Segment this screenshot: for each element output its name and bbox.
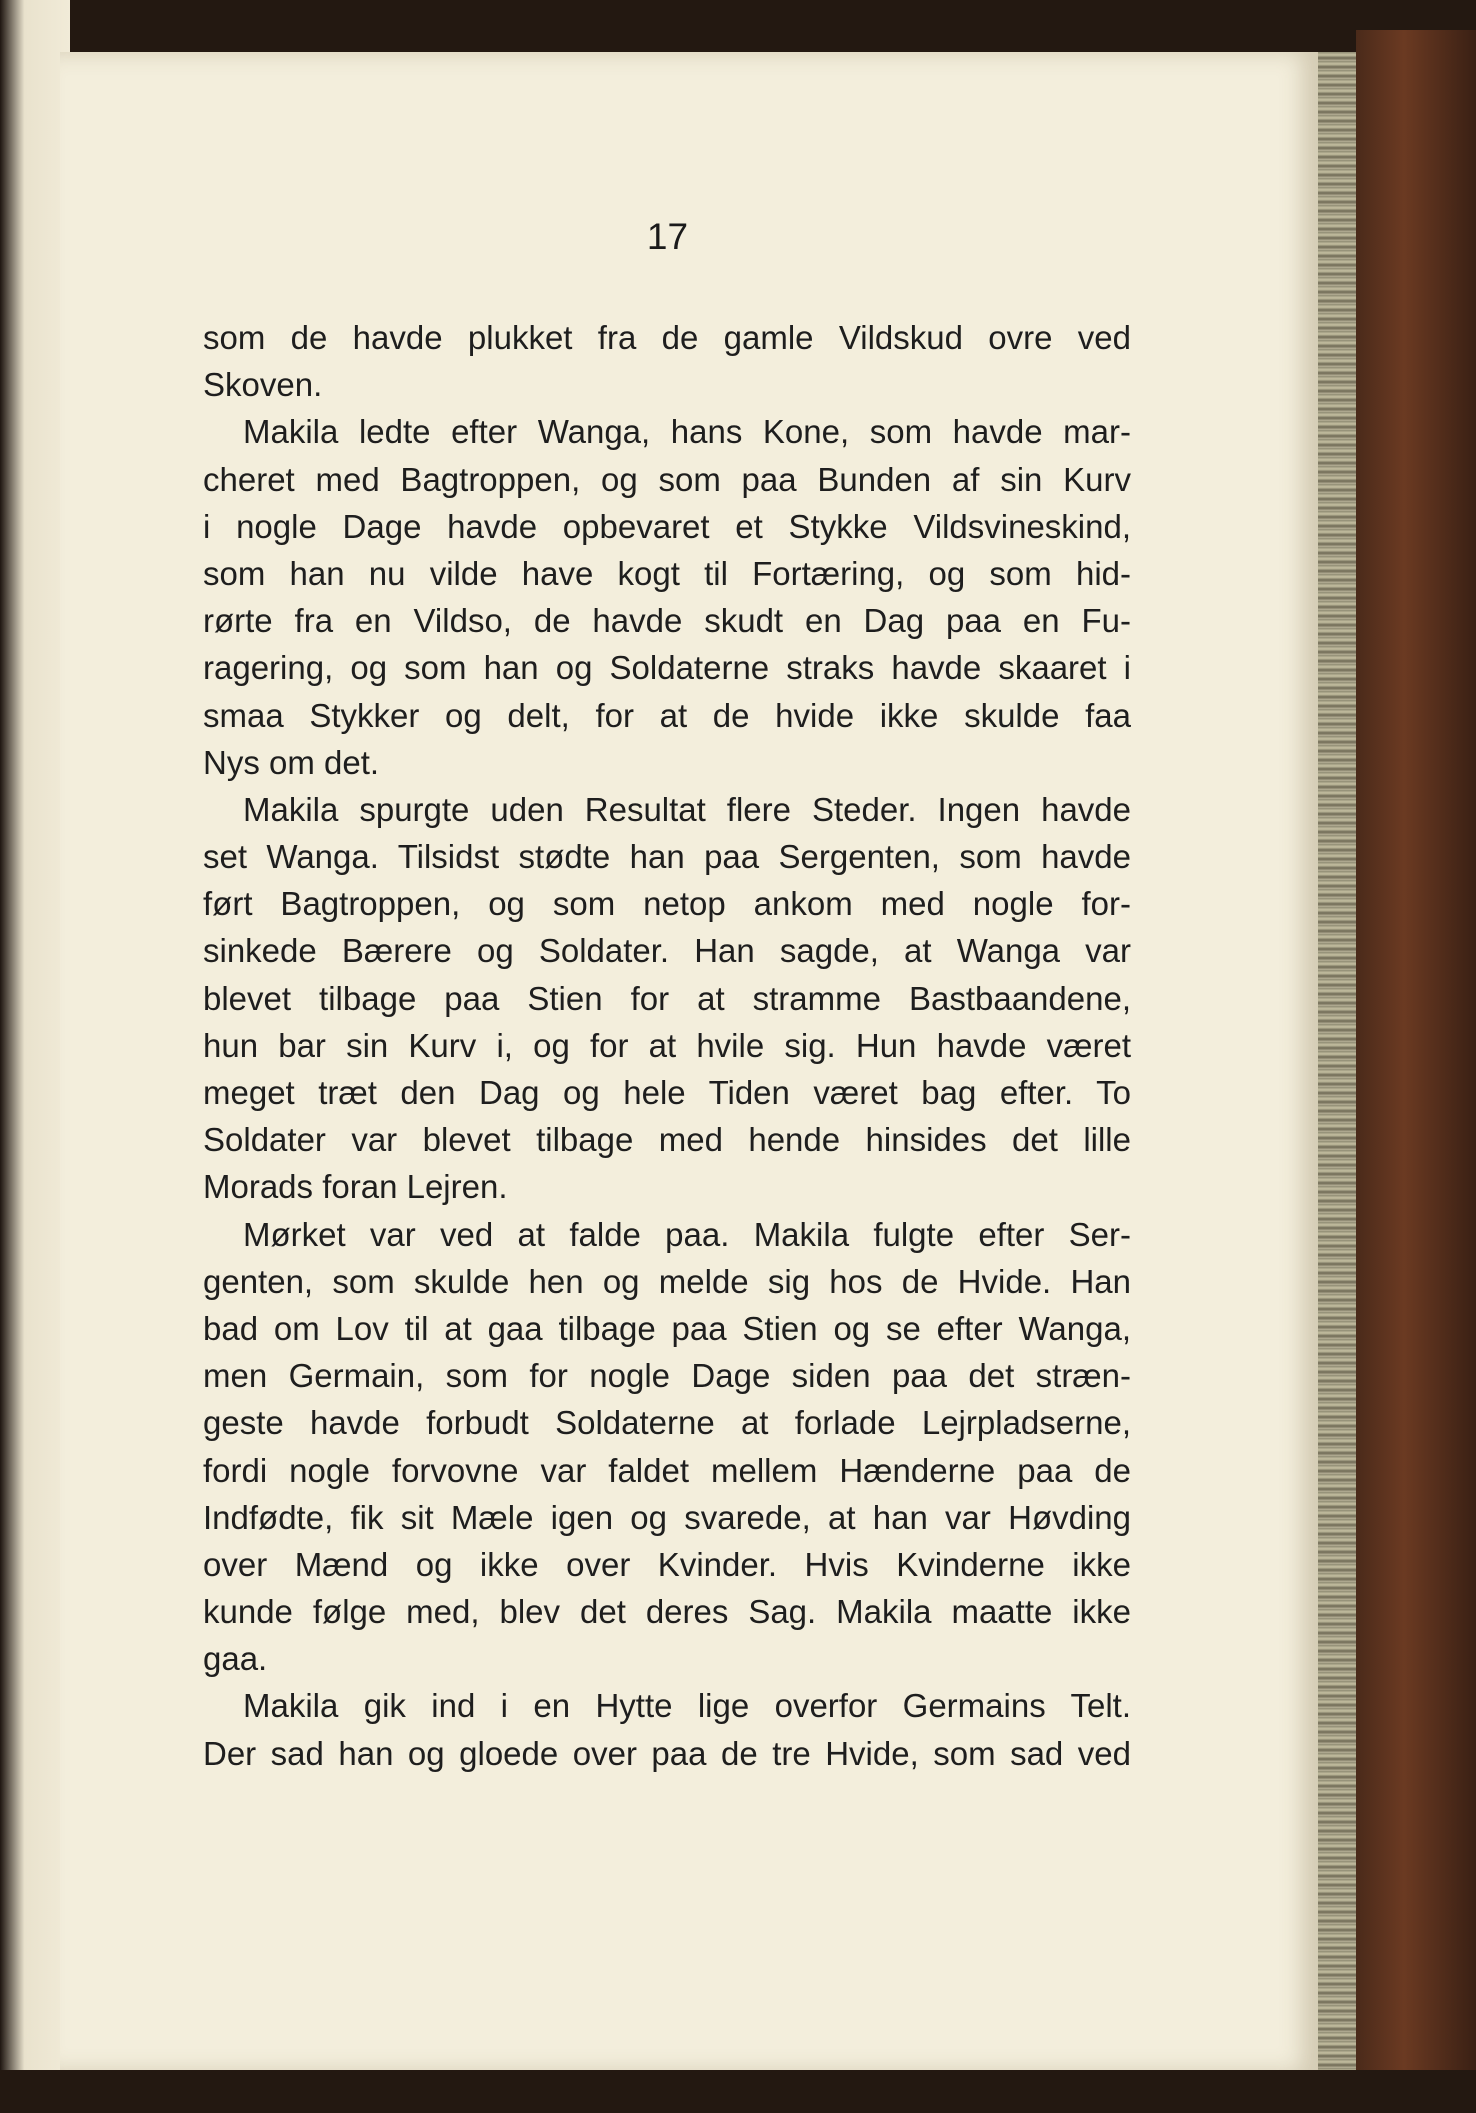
book-page — [60, 52, 1320, 2072]
text-line: som han nu vilde have kogt til Fortæring, og som hid- — [203, 554, 1131, 592]
text-line: bad om Lov til at gaa tilbage paa Stien og se efter Wanga, — [203, 1309, 1131, 1347]
text-line: Mørket var ved at falde paa. Makila fulgte efter Ser- — [243, 1215, 1131, 1253]
page-edges — [1318, 52, 1356, 2072]
text-line: meget træt den Dag og hele Tiden været bag efter. To — [203, 1074, 1131, 1111]
text-line: Soldater var blevet tilbage med hende hinsides det lille — [203, 1121, 1131, 1159]
text-line: over Mænd og ikke over Kvinder. Hvis Kvinderne ikke — [203, 1545, 1131, 1583]
text-line: Makila ledte efter Wanga, hans Kone, som havde mar- — [243, 413, 1131, 451]
text-line: som de havde plukket fra de gamle Vildskud ovre ved — [203, 319, 1131, 356]
text-line: Makila spurgte uden Resultat flere Steder. Ingen havde — [243, 790, 1131, 828]
text-line: gaa. — [203, 1640, 268, 1678]
text-line: kunde følge med, blev det deres Sag. Makila maatte ikke — [203, 1593, 1131, 1631]
text-line: cheret med Bagtroppen, og som paa Bunden af sin Kurv — [203, 460, 1131, 498]
text-line: smaa Stykker og delt, for at de hvide ikke skulde faa — [203, 696, 1131, 734]
text-line: blevet tilbage paa Stien for at stramme Bastbaandene, — [203, 979, 1131, 1017]
text-line: ført Bagtroppen, og som netop ankom med nogle for- — [203, 885, 1131, 923]
text-line: hun bar sin Kurv i, og for at hvile sig. Hun havde været — [203, 1026, 1131, 1064]
text-line: ragering, og som han og Soldaterne straks havde skaaret i — [203, 649, 1131, 687]
text-line: geste havde forbudt Soldaterne at forlade Lejrpladserne, — [203, 1404, 1131, 1442]
text-line: men Germain, som for nogle Dage siden paa det stræn- — [203, 1357, 1131, 1395]
text-line: Der sad han og gloede over paa de tre Hvide, som sad ved — [203, 1734, 1131, 1772]
book-cover-edge — [1356, 30, 1476, 2090]
text-line: Skoven. — [203, 366, 323, 404]
book-bottom-shadow — [0, 2070, 1476, 2113]
text-line: Nys om det. — [203, 743, 380, 781]
text-line: Indfødte, fik sit Mæle igen og svarede, at han var Høvding — [203, 1498, 1131, 1536]
text-line: rørte fra en Vildso, de havde skudt en Dag paa en Fu- — [203, 602, 1131, 640]
text-line: Morads foran Lejren. — [203, 1168, 508, 1206]
text-line: Makila gik ind i en Hytte lige overfor Germains Telt. — [243, 1687, 1131, 1725]
text-line: i nogle Dage havde opbevaret et Stykke Vildsvineskind, — [203, 507, 1131, 545]
page-number: 17 — [646, 216, 689, 257]
text-line: sinkede Bærere og Soldater. Han sagde, at Wanga var — [203, 932, 1131, 970]
text-line: set Wanga. Tilsidst stødte han paa Sergenten, som havde — [203, 838, 1131, 876]
text-line: fordi nogle forvovne var faldet mellem Hænderne paa de — [203, 1451, 1131, 1489]
page-body-text — [203, 314, 1131, 1777]
text-line: genten, som skulde hen og melde sig hos de Hvide. Han — [203, 1262, 1131, 1300]
book-spine-top-shadow — [0, 0, 1476, 56]
